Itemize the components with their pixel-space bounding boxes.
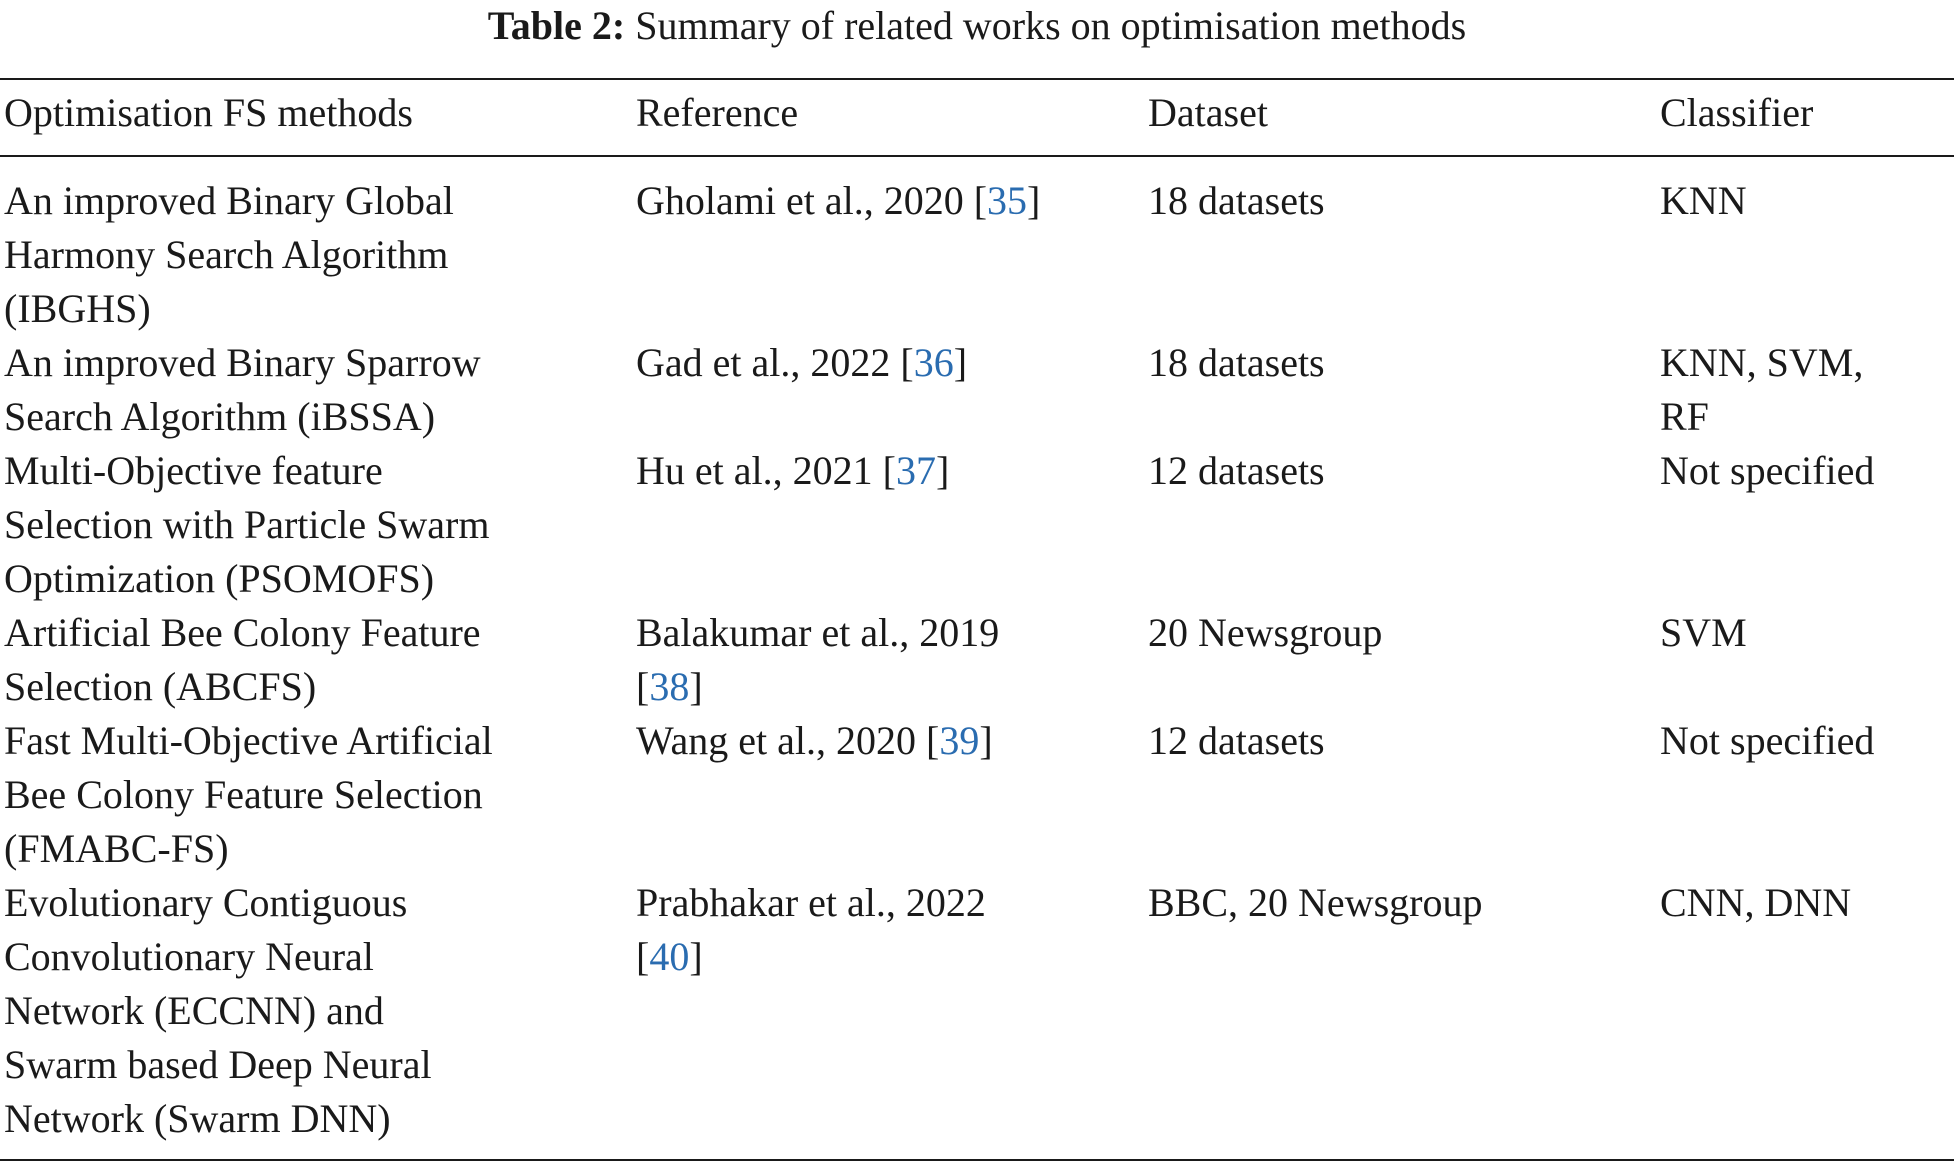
- dataset-cell: 12 datasets: [1148, 448, 1325, 493]
- method-line: (FMABC-FS): [4, 826, 229, 871]
- method-line: Selection with Particle Swarm: [4, 502, 490, 547]
- table-row: [0, 606, 1954, 714]
- method-line: Artificial Bee Colony Feature: [4, 610, 481, 655]
- table-row: [0, 714, 1954, 876]
- citation-link[interactable]: 35: [987, 178, 1028, 223]
- citation-link[interactable]: 38: [649, 664, 690, 709]
- method-line: An improved Binary Global: [4, 178, 454, 223]
- citation-link[interactable]: 37: [895, 448, 936, 493]
- reference-bracket-close: ]: [689, 934, 703, 979]
- dataset-cell: BBC, 20 Newsgroup: [1148, 880, 1483, 925]
- method-line: Optimization (PSOMOFS): [4, 556, 435, 601]
- classifier-line: RF: [1660, 394, 1709, 439]
- classifier-line: KNN, SVM,: [1660, 340, 1864, 385]
- dataset-cell: 18 datasets: [1148, 340, 1325, 385]
- method-line: (IBGHS): [4, 286, 151, 331]
- reference-bracket-open: [: [636, 934, 650, 979]
- dataset-cell: 20 Newsgroup: [1148, 610, 1383, 655]
- table-header-rule: [0, 155, 1954, 157]
- table-row: [0, 444, 1954, 606]
- method-line: Bee Colony Feature Selection: [4, 772, 483, 817]
- reference-text: Gad et al., 2022 [: [636, 340, 914, 385]
- reference-cell: [632, 714, 1144, 876]
- method-cell: [0, 336, 632, 444]
- method-line: Multi-Objective feature: [4, 448, 383, 493]
- dataset-cell: 18 datasets: [1148, 178, 1325, 223]
- reference-bracket-close: ]: [953, 340, 968, 385]
- classifier-line: Not specified: [1660, 718, 1875, 763]
- method-cell: [0, 444, 632, 606]
- table-top-rule: [0, 78, 1954, 80]
- classifier-line: CNN, DNN: [1660, 880, 1852, 925]
- classifier-cell: [1656, 714, 1954, 876]
- header-classifier: Classifier: [1660, 90, 1814, 135]
- reference-bracket-close: ]: [935, 448, 950, 493]
- reference-bracket-close: ]: [1027, 178, 1041, 223]
- reference-cell: [632, 444, 1144, 606]
- citation-link[interactable]: 40: [649, 934, 690, 979]
- reference-cell: [632, 336, 1144, 444]
- reference-text: Balakumar et al., 2019: [636, 610, 1000, 655]
- method-line: Swarm based Deep Neural: [4, 1042, 432, 1087]
- reference-bracket-close: ]: [689, 664, 703, 709]
- citation-link[interactable]: 36: [913, 340, 954, 385]
- reference-text: Wang et al., 2020 [: [636, 718, 940, 763]
- classifier-cell: [1656, 444, 1954, 606]
- method-line: Network (ECCNN) and: [4, 988, 384, 1033]
- method-line: Harmony Search Algorithm: [4, 232, 449, 277]
- method-line: An improved Binary Sparrow: [4, 340, 481, 385]
- method-line: Search Algorithm (iBSSA): [4, 394, 436, 439]
- classifier-cell: [1656, 336, 1954, 444]
- table-row: [0, 876, 1954, 1146]
- reference-text: Hu et al., 2021 [: [636, 448, 896, 493]
- table-header: [0, 86, 1954, 140]
- table-caption-text: Summary of related works on optimisation methods: [635, 3, 1467, 48]
- classifier-cell: [1656, 606, 1954, 714]
- dataset-cell: 12 datasets: [1148, 718, 1325, 763]
- method-line: Selection (ABCFS): [4, 664, 317, 709]
- table-body: [0, 174, 1954, 1146]
- reference-cell: [632, 174, 1144, 336]
- classifier-cell: [1656, 174, 1954, 336]
- header-reference: Reference: [636, 90, 799, 135]
- method-line: Fast Multi-Objective Artificial: [4, 718, 493, 763]
- table-bottom-rule: [0, 1159, 1954, 1161]
- reference-bracket-open: [: [636, 664, 650, 709]
- method-cell: [0, 714, 632, 876]
- method-cell: [0, 606, 632, 714]
- header-methods: Optimisation FS methods: [4, 90, 413, 135]
- method-line: Network (Swarm DNN): [4, 1096, 391, 1141]
- reference-cell: [632, 876, 1144, 1146]
- classifier-line: SVM: [1660, 610, 1747, 655]
- method-line: Evolutionary Contiguous: [4, 880, 408, 925]
- table-row: [0, 174, 1954, 336]
- table-row: [0, 336, 1954, 444]
- citation-link[interactable]: 39: [939, 718, 980, 763]
- classifier-line: KNN: [1660, 178, 1747, 223]
- classifier-cell: [1656, 876, 1954, 1146]
- header-dataset: Dataset: [1148, 90, 1268, 135]
- reference-bracket-close: ]: [979, 718, 993, 763]
- method-cell: [0, 876, 632, 1146]
- method-cell: [0, 174, 632, 336]
- table-caption: [0, 2, 1954, 50]
- classifier-line: Not specified: [1660, 448, 1875, 493]
- reference-text: Gholami et al., 2020 [: [636, 178, 988, 223]
- reference-text: Prabhakar et al., 2022: [636, 880, 986, 925]
- table-caption-label: Table 2:: [487, 3, 626, 48]
- method-line: Convolutionary Neural: [4, 934, 374, 979]
- reference-cell: [632, 606, 1144, 714]
